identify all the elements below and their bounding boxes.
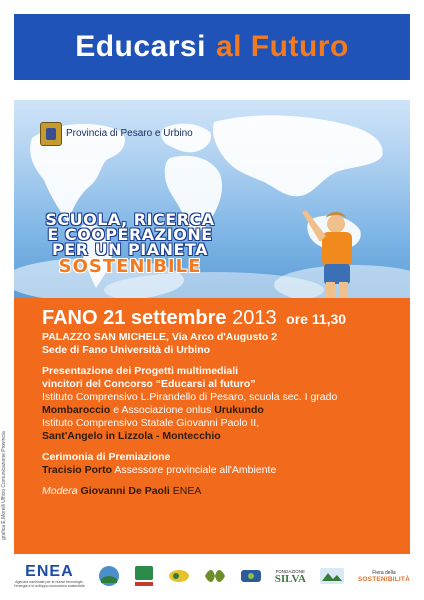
sponsor-logo-2 <box>98 560 120 592</box>
ceremony-person: Tracisio Porto <box>42 464 113 476</box>
moderator-name: Giovanni De Paoli <box>80 485 170 497</box>
title-band <box>14 14 410 80</box>
provincia-label: Provincia di Pesaro e Urbino <box>66 128 193 139</box>
winner-2-place: Mombaroccio <box>42 404 111 416</box>
winner-3: Istituto Comprensivo Statale Giovanni Paolo II, <box>42 417 260 429</box>
fondazione-name: SILVA <box>274 572 306 585</box>
event-venue: PALAZZO SAN MICHELE, Via Arco d'Augusto 2 <box>42 331 278 343</box>
presentation-line-2: vincitori del Concorso “Educarsi al futuro” <box>42 378 256 390</box>
sponsor-logo-3 <box>133 560 155 592</box>
sponsor-logo-4 <box>168 560 190 592</box>
winner-2-mid: e Associazione onlus <box>113 404 212 416</box>
fiera-sostenibilita-logo <box>358 560 410 592</box>
sponsor-logo-8 <box>319 560 345 592</box>
fiera-label: Fiera della <box>372 569 396 576</box>
sponsor-logo-5 <box>203 560 227 592</box>
fiera-name: SOSTENIBILITÀ <box>357 575 410 583</box>
winner-2-name: Urukundo <box>214 404 264 416</box>
title-educarsi: Educarsi <box>75 30 206 63</box>
slogan-highlight: SOSTENIBILE <box>58 256 202 277</box>
fondazione-label: FONDAZIONE <box>275 568 306 574</box>
provincia-seal-icon <box>40 122 62 146</box>
ceremony-heading: Cerimonia di Premiazione <box>42 451 171 463</box>
enea-tagline-1: Agenzia nazionale per le nuove tecnologie, <box>15 580 84 584</box>
title-al-futuro: al Futuro <box>215 30 349 63</box>
event-time: ore 11,30 <box>286 311 347 327</box>
event-city: FANO <box>42 307 98 329</box>
event-date-line <box>42 306 410 331</box>
sponsor-logo-6 <box>240 560 262 592</box>
design-credit: grafica E.Morelli Ufficio Comunicazione Provincia <box>1 431 7 540</box>
event-host: Sede di Fano Università di Urbino <box>42 344 211 356</box>
sponsor-logos <box>14 558 410 594</box>
winner-3-place: Sant'Angelo in Lizzola - Montecchio <box>42 430 221 442</box>
event-year: 2013 <box>232 307 277 329</box>
enea-name: ENEA <box>25 563 74 580</box>
enea-tagline-2: l'energia e lo sviluppo economico sostenibile <box>14 584 85 588</box>
moderator-label: Modera <box>42 485 78 497</box>
slogan-line-1: SCUOLA, RICERCA <box>45 210 215 229</box>
slogan-line-3: PER UN PIANETA <box>52 240 208 259</box>
ceremony-role: Assessore provinciale all'Ambiente <box>114 464 277 476</box>
slogan <box>30 212 230 277</box>
presentation-line-1: Presentazione dei Progetti multimediali <box>42 365 239 377</box>
moderator-org: ENEA <box>172 485 202 497</box>
winner-2 <box>42 404 410 417</box>
winner-1: Istituto Comprensivo L.Pirandello di Pesaro, scuola sec. I grado <box>42 391 338 403</box>
enea-logo <box>14 560 85 592</box>
slogan-line-2: E COOPERAZIONE <box>47 225 213 244</box>
event-date: 21 settembre <box>103 307 227 329</box>
fondazione-silva-logo <box>275 560 306 592</box>
